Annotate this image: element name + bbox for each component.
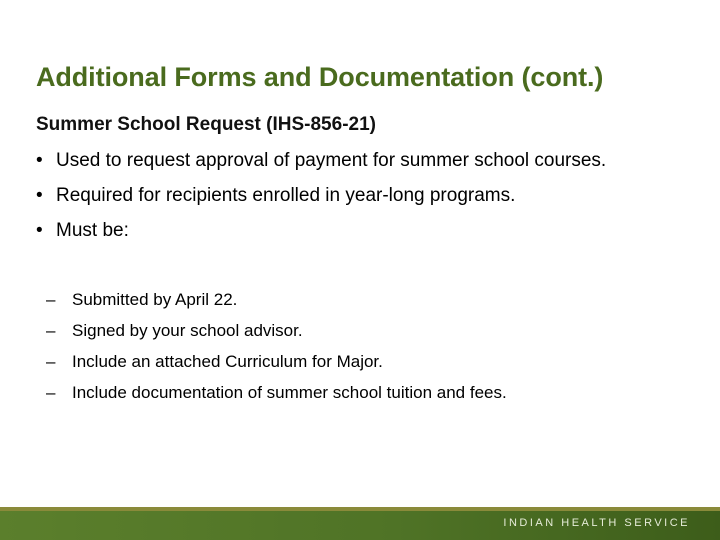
bullet-item: • Required for recipients enrolled in year-long programs.: [36, 183, 676, 209]
slide-title: Additional Forms and Documentation (cont.): [36, 62, 604, 92]
sub-bullet-item: – Include documentation of summer school tuition and fees.: [46, 381, 507, 404]
bullet-item: • Must be:: [36, 218, 676, 244]
sub-bullet-item: – Submitted by April 22.: [46, 288, 507, 311]
bullet-list: [36, 148, 676, 253]
sub-bullet-item: – Signed by your school advisor.: [46, 319, 507, 342]
sub-bullet-item: – Include an attached Curriculum for Major.: [46, 350, 507, 373]
slide-subtitle: Summer School Request (IHS-856-21): [36, 114, 376, 135]
footer-org-name: INDIAN HEALTH SERVICE: [503, 517, 690, 529]
sub-bullet-list: [46, 288, 507, 412]
footer-bar: [0, 511, 720, 540]
bullet-item: • Used to request approval of payment for summer school courses.: [36, 148, 676, 174]
